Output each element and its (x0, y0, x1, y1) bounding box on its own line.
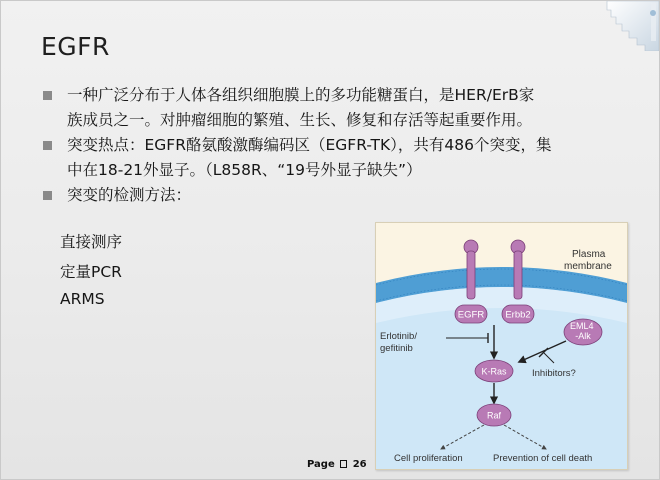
k-ras-label: K-Ras (481, 366, 507, 377)
plasma-membrane-label: Plasma membrane (564, 249, 612, 272)
raf-label: Raf (486, 410, 502, 421)
bullet-square-icon (43, 91, 52, 100)
bullet-line: 一种广泛分布于人体各组织细胞膜上的多功能糖蛋白，是HER/ErB家 (67, 86, 535, 104)
cell-proliferation-label: Cell proliferation (394, 453, 463, 464)
inhibitors-label: Inhibitors? (532, 368, 576, 379)
bullet-item (41, 83, 626, 133)
bullet-square-icon (43, 141, 52, 150)
method-item: 直接测序 (60, 233, 123, 251)
egfr-pathway-figure (375, 222, 628, 470)
page-number-value: 26 (352, 459, 367, 470)
bullet-item (41, 133, 626, 183)
stairs-decoration-icon (599, 1, 659, 51)
bullet-line: 突变的检测方法： (67, 186, 192, 204)
page-label: Page (307, 459, 335, 470)
page-number (307, 459, 367, 470)
pathway-diagram (376, 223, 627, 469)
page-separator-icon (340, 460, 347, 468)
bullet-line: 突变热点：EGFR酪氨酸激酶编码区（EGFR-TK），共有486个突变，集 (67, 136, 552, 154)
erbb2-label: Erbb2 (505, 309, 531, 321)
bullet-line: 中在18-21外显子。（L858R、“19号外显子缺失”） (67, 161, 422, 179)
method-item: 定量PCR (60, 263, 122, 281)
bullet-list (41, 83, 626, 208)
egfr-label: EGFR (457, 309, 485, 321)
erlotinib-label: Erlotinib/ gefitinib (380, 331, 417, 354)
prevention-label: Prevention of cell death (493, 453, 593, 464)
eml4-alk-label: EML4 -Alk (569, 321, 594, 341)
slide-title: EGFR (41, 32, 110, 61)
bullet-line: 族成员之一。对肿瘤细胞的繁殖、生长、修复和存活等起重要作用。 (67, 111, 533, 129)
bullet-item (41, 183, 626, 208)
method-item: ARMS (60, 290, 105, 308)
bullet-square-icon (43, 191, 52, 200)
